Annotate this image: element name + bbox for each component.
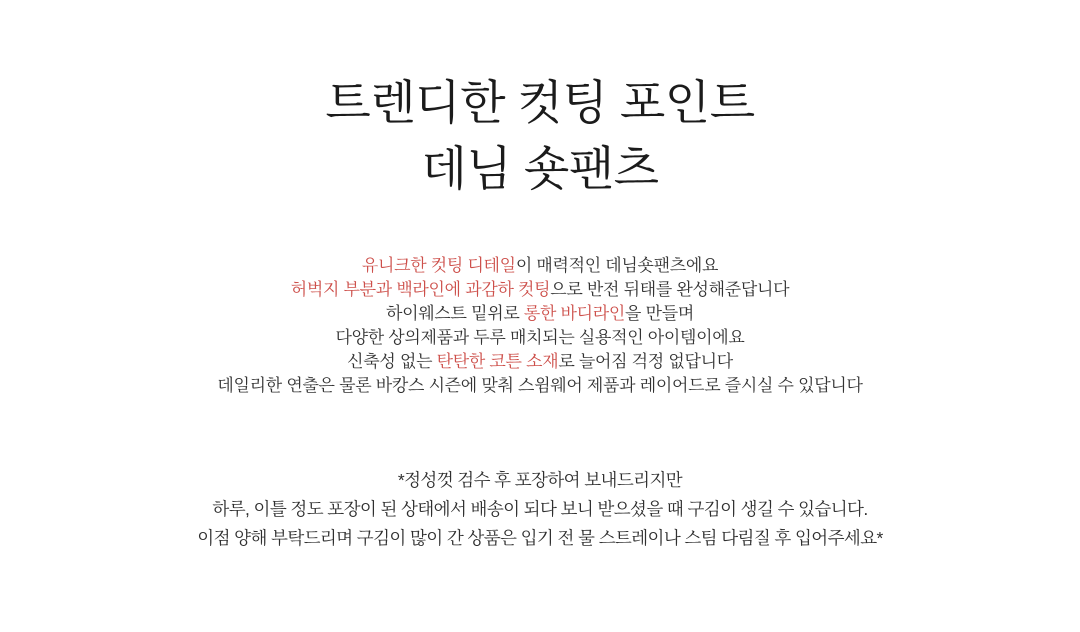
description-line	[0, 326, 1080, 350]
text-segment: 로 늘어짐 걱정 없답니다	[558, 352, 733, 371]
description-line	[0, 254, 1080, 278]
highlight-segment: 허벅지 부분과 백라인에 과감하 컷팅	[290, 280, 551, 299]
notice-line: 이점 양해 부탁드리며 구김이 많이 간 상품은 입기 전 물 스트레이나 스팀 다림질 후 입어주세요*	[197, 528, 883, 548]
highlight-segment: 롱한 바디라인	[523, 304, 626, 323]
notice-line: *정성껏 검수 후 포장하여 보내드리지만	[397, 470, 683, 490]
highlight-segment: 탄탄한 코튼 소재	[436, 352, 559, 371]
text-segment: 다양한 상의제품과 두루 매치되는 실용적인 아이템이에요	[335, 328, 745, 347]
product-title-line-1: 트렌디한 컷팅 포인트	[325, 76, 755, 129]
text-segment: 데일리한 연출은 물론 바캉스 시즌에 맞춰 스윔웨어 제품과 레이어드로 즐시실 수 있답니다	[217, 376, 863, 395]
highlight-segment: 유니크한 컷팅 디테일	[361, 256, 516, 275]
product-description	[0, 254, 1080, 398]
product-title	[0, 0, 1080, 202]
notice-line: 하루, 이틀 정도 포장이 된 상태에서 배송이 되다 보니 받으셨을 때 구김이 생길 수 있습니다.	[212, 499, 868, 519]
product-title-line-2: 데님 숏팬츠	[421, 142, 659, 195]
shipping-notice	[0, 466, 1080, 553]
description-line	[0, 302, 1080, 326]
description-line	[0, 374, 1080, 398]
text-segment: 하이웨스트 밑위로	[386, 304, 524, 323]
description-line	[0, 350, 1080, 374]
text-segment: 신축성 없는	[347, 352, 437, 371]
text-segment: 으로 반전 뒤태를 완성해준답니다	[550, 280, 790, 299]
text-segment: 이 매력적인 데님숏팬츠에요	[515, 256, 719, 275]
text-segment: 을 만들며	[625, 304, 694, 323]
description-line	[0, 278, 1080, 302]
